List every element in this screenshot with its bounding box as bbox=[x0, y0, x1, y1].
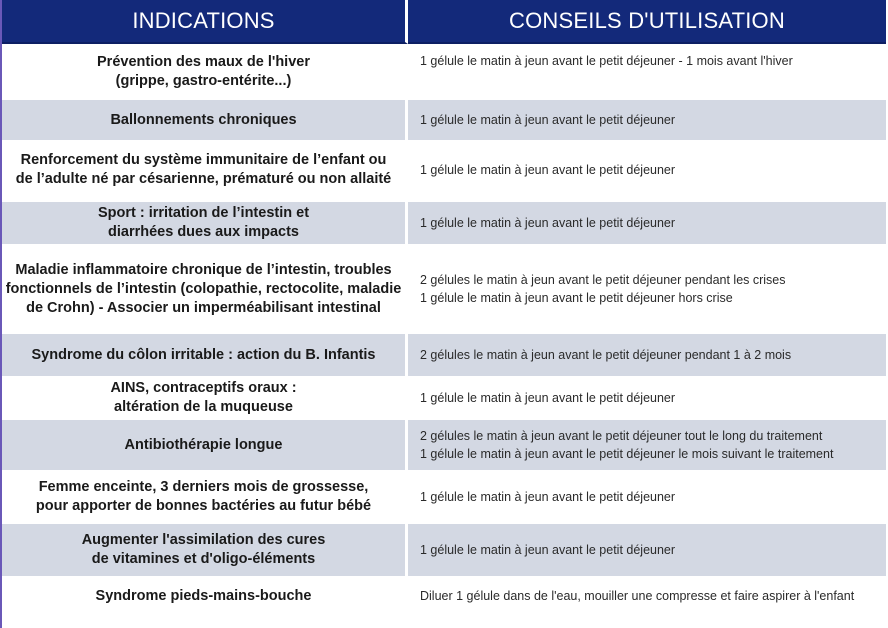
table-row bbox=[2, 470, 886, 524]
usage-line: 1 gélule le matin à jeun avant le petit déjeuner bbox=[420, 391, 676, 405]
usage-cell bbox=[408, 576, 886, 616]
usage-cell bbox=[408, 244, 886, 334]
indication-line: AINS, contraceptifs oraux : bbox=[110, 380, 297, 396]
table-row bbox=[2, 376, 886, 420]
usage-line: 1 gélule le matin à jeun avant le petit déjeuner - 1 mois avant l'hiver bbox=[420, 54, 793, 68]
usage-line: Diluer 1 gélule dans de l'eau, mouiller une compresse et faire aspirer à l'enfant bbox=[420, 589, 855, 603]
indication-line: de vitamines et d'oligo-éléments bbox=[91, 551, 316, 567]
usage-cell bbox=[408, 470, 886, 524]
indication-cell bbox=[2, 376, 408, 420]
indication-line: Augmenter l'assimilation des cures bbox=[81, 532, 326, 548]
indication-cell bbox=[2, 244, 408, 334]
indication-line: Ballonnements chroniques bbox=[110, 111, 297, 128]
usage-line: 1 gélule le matin à jeun avant le petit déjeuner bbox=[420, 113, 676, 127]
indication-line: Femme enceinte, 3 derniers mois de grossesse, bbox=[38, 479, 369, 495]
indication-cell bbox=[2, 420, 408, 470]
indication-cell bbox=[2, 470, 408, 524]
usage-cell bbox=[408, 376, 886, 420]
usage-header: CONSEILS D'UTILISATION bbox=[408, 0, 886, 44]
usage-line: 1 gélule le matin à jeun avant le petit déjeuner bbox=[420, 543, 676, 557]
usage-line: 1 gélule le matin à jeun avant le petit déjeuner bbox=[420, 490, 676, 504]
usage-line: 1 gélule le matin à jeun avant le petit déjeuner bbox=[420, 163, 676, 177]
indication-cell bbox=[2, 200, 408, 244]
usage-line: 2 gélules le matin à jeun avant le petit déjeuner tout le long du traitement bbox=[420, 429, 823, 443]
indication-line: Maladie inflammatoire chronique de l’intestin, troubles bbox=[15, 261, 392, 278]
usage-cell bbox=[408, 200, 886, 244]
table-row bbox=[2, 200, 886, 244]
indication-line: Prévention des maux de l'hiver bbox=[97, 54, 310, 70]
indication-line: pour apporter de bonnes bactéries au futur bébé bbox=[35, 498, 372, 514]
table-row bbox=[2, 244, 886, 334]
indication-line: (grippe, gastro-entérite...) bbox=[115, 73, 292, 89]
indication-line: Antibiothérapie longue bbox=[124, 436, 283, 453]
indication-line: de Crohn) - Associer un imperméabilisant intestinal bbox=[26, 299, 381, 316]
table-row bbox=[2, 334, 886, 376]
usage-cell bbox=[408, 44, 886, 100]
table-row bbox=[2, 524, 886, 576]
usage-line: 1 gélule le matin à jeun avant le petit déjeuner hors crise bbox=[420, 291, 733, 305]
indication-line: altération de la muqueuse bbox=[114, 399, 293, 415]
indications-header: INDICATIONS bbox=[2, 0, 408, 44]
indication-cell bbox=[2, 524, 408, 576]
indication-line: diarrhées dues aux impacts bbox=[108, 224, 299, 240]
indication-line: Sport : irritation de l’intestin et bbox=[97, 205, 310, 221]
table-row bbox=[2, 100, 886, 140]
usage-line: 2 gélules le matin à jeun avant le petit déjeuner pendant les crises bbox=[420, 273, 786, 287]
indication-cell bbox=[2, 334, 408, 376]
indication-line: Renforcement du système immunitaire de l’enfant ou bbox=[20, 152, 387, 168]
indication-cell bbox=[2, 44, 408, 100]
table-header-row bbox=[2, 0, 886, 44]
indication-line: Syndrome du côlon irritable : action du B. Infantis bbox=[31, 346, 376, 363]
usage-cell bbox=[408, 420, 886, 470]
indication-line: fonctionnels de l’intestin (colopathie, rectocolite, maladie bbox=[5, 280, 402, 297]
indication-cell bbox=[2, 100, 408, 140]
usage-cell bbox=[408, 140, 886, 200]
table-row bbox=[2, 576, 886, 616]
table-row bbox=[2, 420, 886, 470]
indication-line: Syndrome pieds-mains-bouche bbox=[95, 587, 312, 604]
table-row bbox=[2, 44, 886, 100]
indication-cell bbox=[2, 576, 408, 616]
indication-cell bbox=[2, 140, 408, 200]
usage-cell bbox=[408, 334, 886, 376]
indications-table bbox=[2, 0, 886, 616]
usage-cell bbox=[408, 524, 886, 576]
usage-line: 1 gélule le matin à jeun avant le petit déjeuner bbox=[420, 216, 676, 230]
table-row bbox=[2, 140, 886, 200]
usage-line: 1 gélule le matin à jeun avant le petit déjeuner le mois suivant le traitement bbox=[420, 447, 834, 461]
indication-line: de l’adulte né par césarienne, prématuré ou non allaité bbox=[15, 171, 392, 187]
usage-line: 2 gélules le matin à jeun avant le petit déjeuner pendant 1 à 2 mois bbox=[420, 348, 792, 362]
usage-cell bbox=[408, 100, 886, 140]
